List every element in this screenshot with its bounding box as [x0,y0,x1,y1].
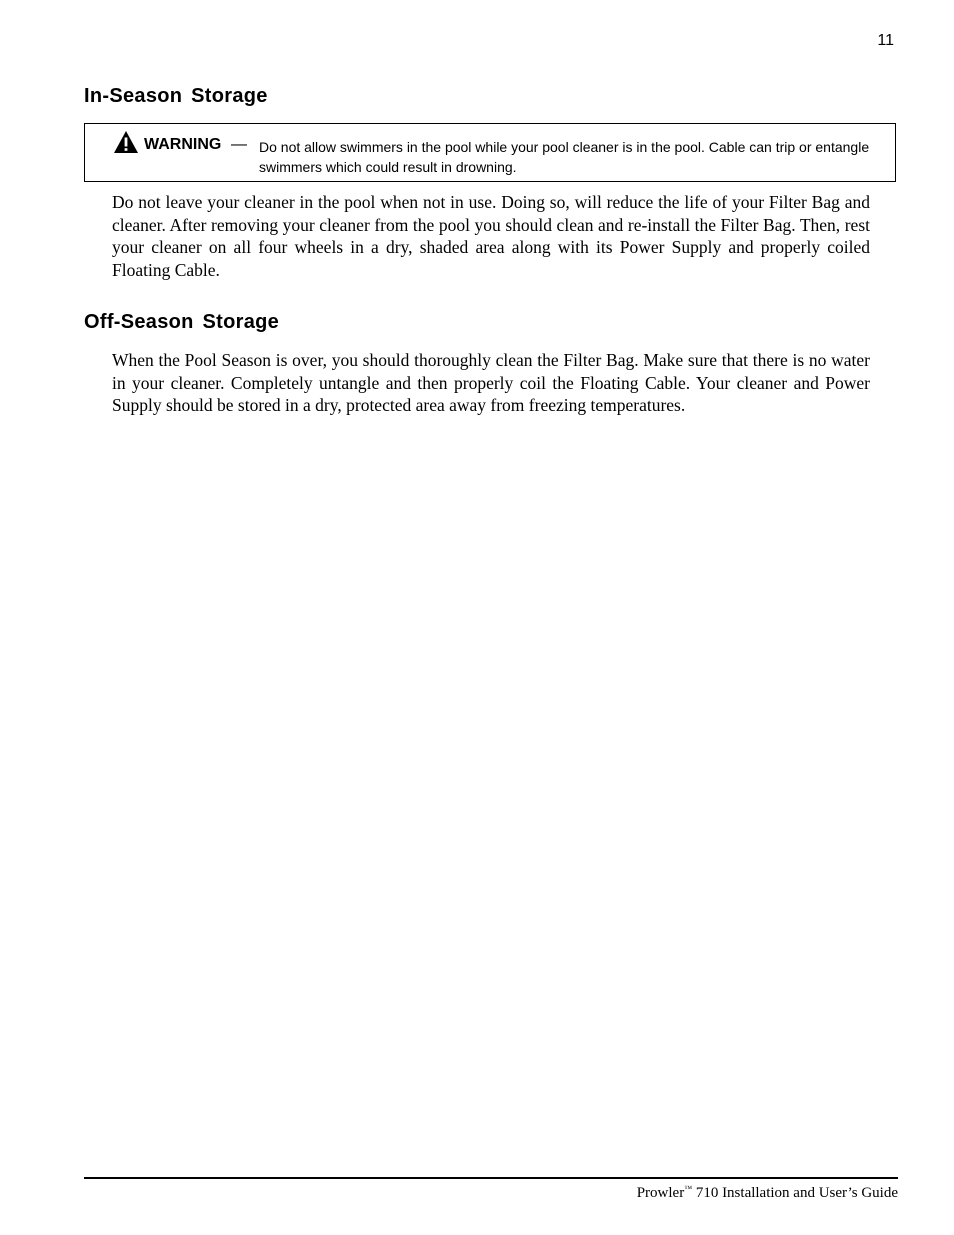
heading-in-season-storage: In-Season Storage [84,85,268,107]
heading-off-season-storage: Off-Season Storage [84,311,280,333]
page-number: 11 [877,32,894,49]
in-season-paragraph: Do not leave your cleaner in the pool when not in use. Doing so, will reduce the life of your Filter Bag and cleaner. After removing your cleaner from the pool you should clean and re-install the Filter Bag. Then, rest your cleaner on all four wheels in a dry, shaded area along with its Power Supply and properly coiled Floating Cable. [112,192,870,280]
footer-rule [84,1177,898,1179]
warning-triangle-icon [113,130,139,154]
warning-text: Do not allow swimmers in the pool while your pool cleaner is in the pool. Cable can trip or entangle swimmers which could result in drowning. [259,139,870,175]
footer-product: Prowler [636,1185,685,1201]
warning-box [84,123,896,182]
warning-dash: — [231,136,247,153]
footer-title-rest: 710 Installation and User’s Guide [692,1185,898,1201]
warning-label: WARNING [144,136,222,153]
off-season-paragraph: When the Pool Season is over, you should thoroughly clean the Filter Bag. Make sure that there is no water in your cleaner. Completely untangle and then properly coil the Floating Cable. Your cleaner and Power Supply should be stored in a dry, protected area away from freezing temperatures. [112,350,870,416]
footer-title [637,1184,898,1202]
footer-trademark: ™ [684,1184,693,1193]
